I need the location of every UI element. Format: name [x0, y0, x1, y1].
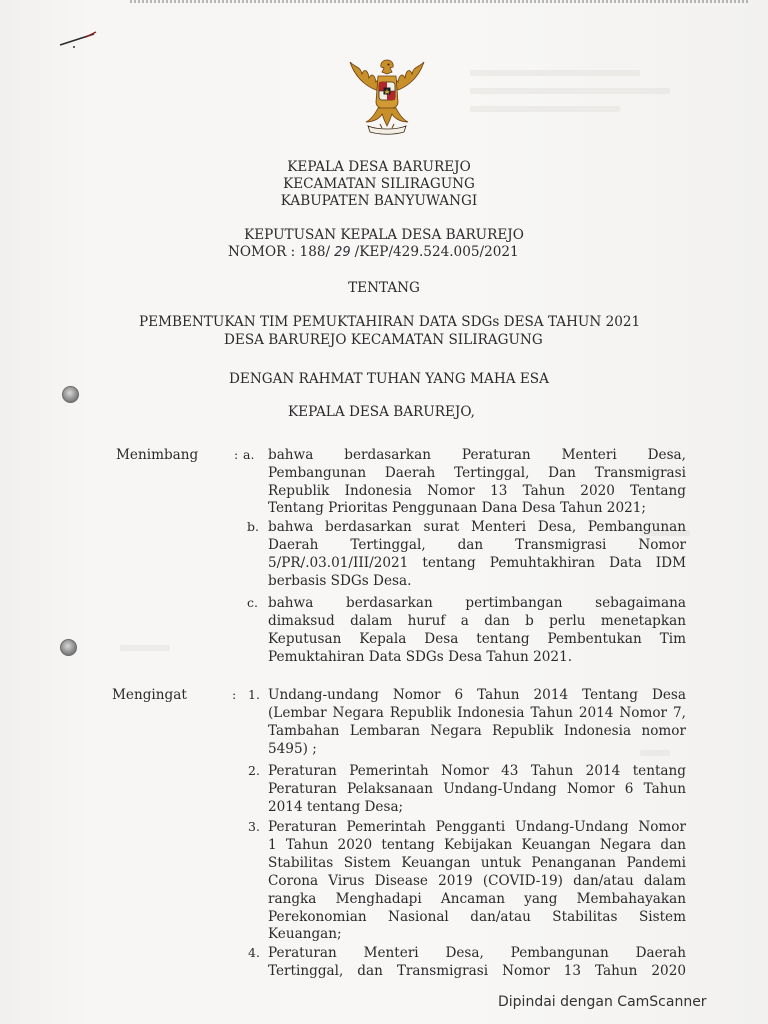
- punch-hole-icon: [62, 386, 79, 403]
- menimbang-b-line-2: Daerah Tertinggal, dan Transmigrasi Nomor: [268, 537, 686, 553]
- pen-mark-icon: [58, 30, 100, 50]
- menimbang-b-line-3: 5/PR/.03.01/III/2021 tentang Pemuhtakhiran Data IDM: [268, 555, 686, 571]
- page-top-edge: [130, 0, 750, 3]
- mengingat-item-marker: 3.: [248, 819, 260, 834]
- blessing-line: DENGAN RAHMAT TUHAN YANG MAHA ESA: [229, 371, 549, 387]
- mengingat-3-line-4: Corona Virus Disease 2019 (COVID-19) dan/atau dalam: [268, 873, 686, 889]
- menimbang-item-marker: b.: [247, 519, 259, 534]
- decree-number-suffix: /KEP/429.524.005/2021: [354, 244, 519, 260]
- menimbang-a-line-3: Republik Indonesia Nomor 13 Tahun 2020 Tentang: [268, 483, 686, 499]
- mengingat-2-line-2: Peraturan Pelaksanaan Undang-Undang Nomor 6 Tahun: [268, 781, 686, 797]
- header-district-line: KECAMATAN SILIRAGUNG: [283, 176, 475, 192]
- mengingat-3-line-5: rangka Menghadapi Ancaman yang Membahayakan: [268, 891, 686, 907]
- mengingat-item-marker: 4.: [248, 945, 260, 960]
- decree-title: KEPUTUSAN KEPALA DESA BARUREJO: [244, 227, 524, 243]
- menimbang-c-line-1: bahwa berdasarkan pertimbangan sebagaimana: [268, 595, 686, 611]
- bleed-through-mark: [640, 750, 670, 756]
- header-regency-line: KABUPATEN BANYUWANGI: [280, 193, 478, 209]
- mengingat-1-line-4: 5495) ;: [268, 741, 317, 757]
- mengingat-colon: :: [232, 687, 237, 702]
- menimbang-a-line-2: Pembangunan Daerah Tertinggal, Dan Transmigrasi: [268, 465, 686, 481]
- mengingat-item-marker: 2.: [248, 763, 260, 778]
- mengingat-4-line-2: Tertinggal, dan Transmigrasi Nomor 13 Tahun 2020: [268, 963, 686, 979]
- mengingat-3-line-6: Perekonomian Nasional dan/atau Stabilitas Sistem: [268, 909, 686, 925]
- menimbang-b-line-4: berbasis SDGs Desa.: [268, 573, 412, 589]
- punch-hole-icon: [60, 639, 77, 656]
- mengingat-3-line-7: Keuangan;: [268, 926, 342, 942]
- bleed-through-mark: [470, 106, 620, 112]
- mengingat-3-line-2: 1 Tahun 2020 tentang Kebijakan Keuangan Negara dan: [268, 837, 686, 853]
- bleed-through-mark: [120, 645, 170, 651]
- authority-line: KEPALA DESA BARUREJO,: [288, 404, 476, 420]
- mengingat-2-line-1: Peraturan Pemerintah Nomor 43 Tahun 2014 tentang: [268, 763, 686, 779]
- about-heading: TENTANG: [348, 280, 420, 296]
- menimbang-a-line-1: bahwa berdasarkan Peraturan Menteri Desa,: [268, 447, 686, 463]
- mengingat-1-line-1: Undang-undang Nomor 6 Tahun 2014 Tentang Desa: [268, 687, 686, 703]
- mengingat-1-line-3: Tambahan Lembaran Negara Republik Indonesia nomor: [268, 723, 686, 739]
- menimbang-item-marker: c.: [247, 595, 258, 610]
- camscanner-watermark: Dipindai dengan CamScanner: [498, 994, 707, 1010]
- bleed-through-mark: [470, 88, 670, 94]
- mengingat-item-marker: 1.: [248, 687, 260, 702]
- decree-number-prefix: NOMOR : 188/: [228, 244, 331, 260]
- menimbang-a-line-4: Tentang Prioritas Penggunaan Dana Desa Tahun 2021;: [268, 500, 646, 516]
- mengingat-3-line-3: Stabilitas Sistem Keuangan untuk Penanganan Pandemi: [268, 855, 686, 871]
- menimbang-c-line-4: Pemuktahiran Data SDGs Desa Tahun 2021.: [268, 649, 573, 665]
- mengingat-4-line-1: Peraturan Menteri Desa, Pembangunan Daerah: [268, 945, 686, 961]
- menimbang-c-line-3: Keputusan Kepala Desa tentang Pembentukan Tim: [268, 631, 686, 647]
- menimbang-colon: :: [234, 447, 239, 462]
- header-title-line: KEPALA DESA BARUREJO: [287, 159, 471, 175]
- menimbang-b-line-1: bahwa berdasarkan surat Menteri Desa, Pembangunan: [268, 519, 686, 535]
- subject-line-2: DESA BARUREJO KECAMATAN SILIRAGUNG: [224, 332, 543, 348]
- menimbang-label: Menimbang: [116, 447, 199, 463]
- menimbang-c-line-2: dimaksud dalam huruf a dan b perlu menetapkan: [268, 613, 686, 629]
- subject-line-1: PEMBENTUKAN TIM PEMUKTAHIRAN DATA SDGs DESA TAHUN 2021: [139, 314, 641, 330]
- decree-number-handwritten: 29: [334, 245, 351, 260]
- mengingat-1-line-2: (Lembar Negara Republik Indonesia Tahun 2014 Nomor 7,: [268, 705, 686, 721]
- decree-number: [228, 243, 519, 262]
- menimbang-item-marker: a.: [243, 447, 255, 462]
- mengingat-2-line-3: 2014 tentang Desa;: [268, 799, 404, 815]
- bleed-through-mark: [470, 70, 640, 76]
- mengingat-label: Mengingat: [112, 687, 187, 703]
- mengingat-3-line-1: Peraturan Pemerintah Pengganti Undang-Undang Nomor: [268, 819, 686, 835]
- garuda-pancasila-emblem: [344, 52, 430, 138]
